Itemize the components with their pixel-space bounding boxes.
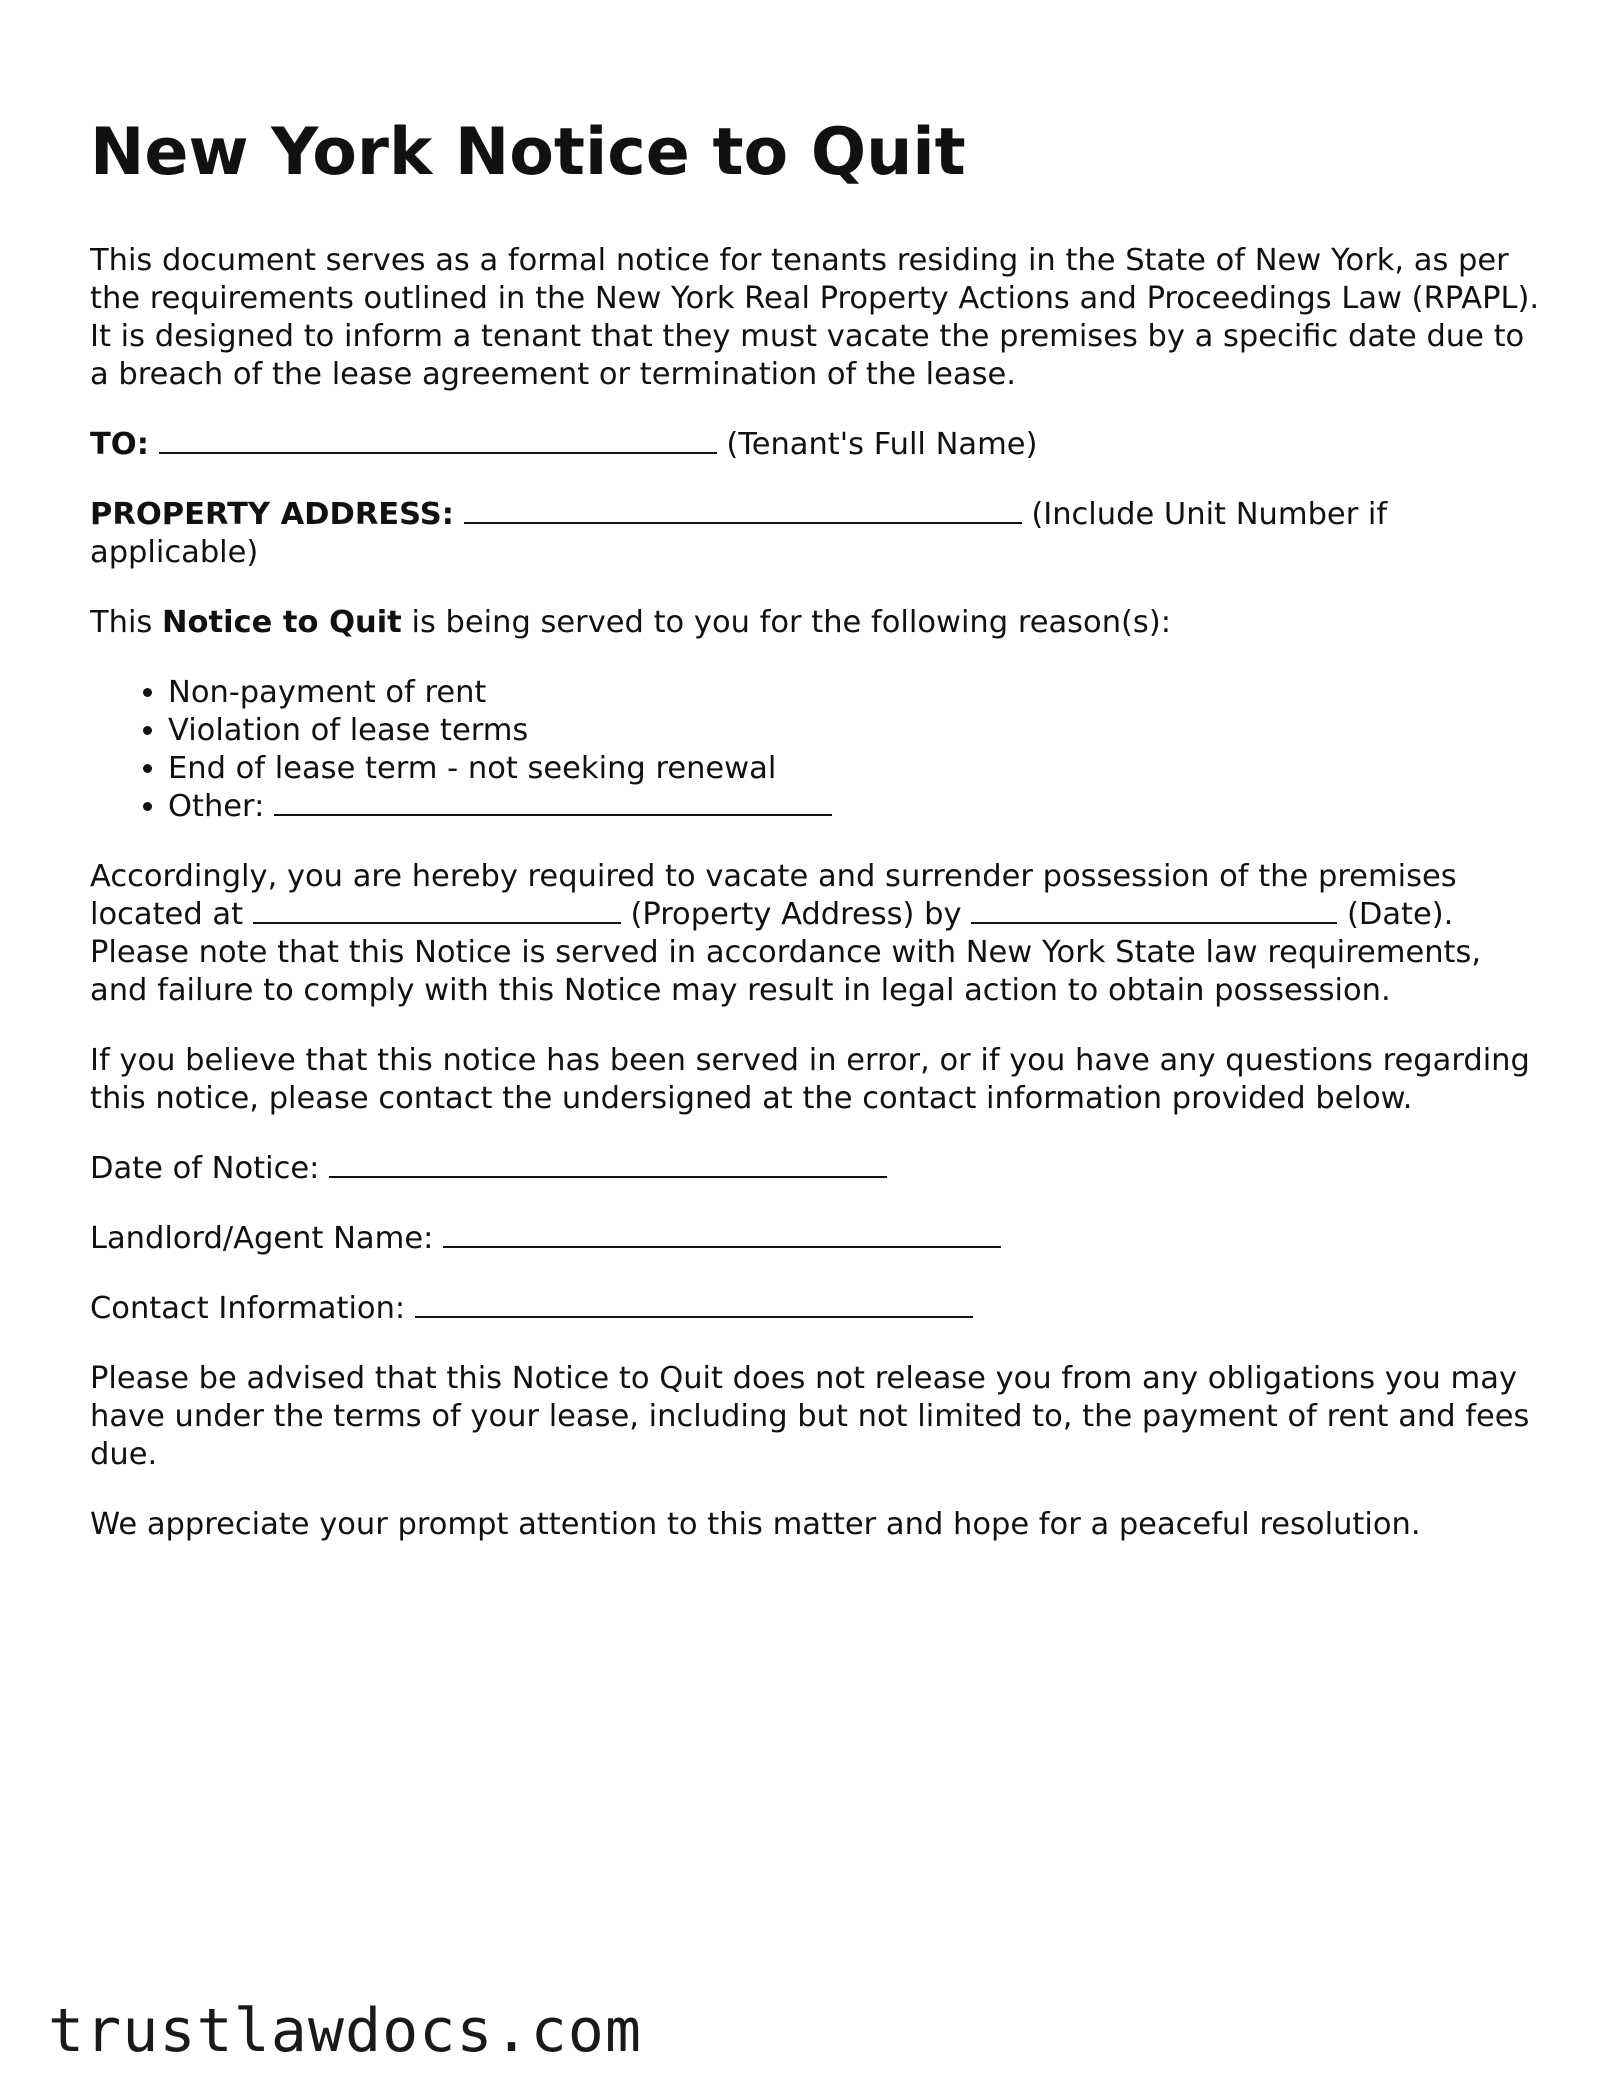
property-address-hint: (Include Unit Number if applicable) bbox=[90, 497, 1388, 570]
property-address-blank[interactable] bbox=[464, 521, 1022, 524]
date-of-notice-label: Date of Notice: bbox=[90, 1151, 320, 1186]
reason-other-blank[interactable] bbox=[274, 813, 832, 816]
intro-paragraph: This document serves as a formal notice for tenants residing in the State of New York, as per the requirements outlined in the New York Real Property Actions and Proceedings Law (RPAPL). It is designed to inform a tenant that they must vacate the premises by a specific date due to a breach of the lease agreement or termination of the lease. bbox=[90, 243, 1540, 392]
landlord-name-label: Landlord/Agent Name: bbox=[90, 1221, 434, 1256]
vacate-text-1: Accordingly, you are hereby required to vacate and surrender possession of the premises located at bbox=[90, 859, 1457, 932]
date-of-notice-blank[interactable] bbox=[329, 1175, 887, 1178]
to-label: TO: bbox=[90, 427, 149, 462]
reason-other-label: Other: bbox=[168, 789, 265, 824]
reasons-suffix: is being served to you for the following reason(s): bbox=[411, 605, 1171, 640]
reason-item: • End of lease term - not seeking renewal bbox=[168, 750, 1540, 788]
contact-info-line bbox=[90, 1290, 1540, 1328]
document-page bbox=[90, 108, 1540, 1576]
reasons-intro bbox=[90, 604, 1540, 642]
reasons-prefix: This bbox=[90, 605, 153, 640]
vacate-date-blank[interactable] bbox=[971, 921, 1337, 924]
date-of-notice-line bbox=[90, 1150, 1540, 1188]
vacate-text-3: (Date). bbox=[1346, 897, 1454, 932]
document-title: New York Notice to Quit bbox=[90, 115, 966, 190]
contact-info-label: Contact Information: bbox=[90, 1291, 406, 1326]
error-paragraph: If you believe that this notice has been served in error, or if you have any questions regarding this notice, please contact the undersigned at the contact information provided below. bbox=[90, 1043, 1530, 1116]
landlord-name-blank[interactable] bbox=[443, 1245, 1001, 1248]
closing-paragraph: We appreciate your prompt attention to this matter and hope for a peaceful resolution. bbox=[90, 1507, 1421, 1542]
vacate-text-2: (Property Address) by bbox=[630, 897, 962, 932]
reasons-list bbox=[90, 674, 1540, 826]
reason-item: • Violation of lease terms bbox=[168, 712, 1540, 750]
tenant-name-blank[interactable] bbox=[159, 451, 717, 454]
vacate-address-blank[interactable] bbox=[253, 921, 621, 924]
reasons-bold: Notice to Quit bbox=[162, 605, 402, 640]
landlord-name-line bbox=[90, 1220, 1540, 1258]
to-line bbox=[90, 426, 1540, 464]
obligations-paragraph: Please be advised that this Notice to Quit does not release you from any obligations you may have under the terms of your lease, including but not limited to, the payment of rent and fees due. bbox=[90, 1361, 1530, 1472]
watermark-text: trustlawdocs.com bbox=[48, 1996, 642, 2066]
reason-item-other bbox=[168, 788, 1540, 826]
property-address-line bbox=[90, 496, 1540, 572]
reason-item: • Non-payment of rent bbox=[168, 674, 1540, 712]
vacate-paragraph bbox=[90, 858, 1540, 1010]
property-address-label: PROPERTY ADDRESS: bbox=[90, 497, 454, 532]
vacate-text-4: Please note that this Notice is served in accordance with New York State law requirements, and failure to comply with this Notice may result in legal action to obtain possession. bbox=[90, 935, 1482, 1008]
contact-info-blank[interactable] bbox=[415, 1315, 973, 1318]
to-hint: (Tenant's Full Name) bbox=[726, 427, 1038, 462]
